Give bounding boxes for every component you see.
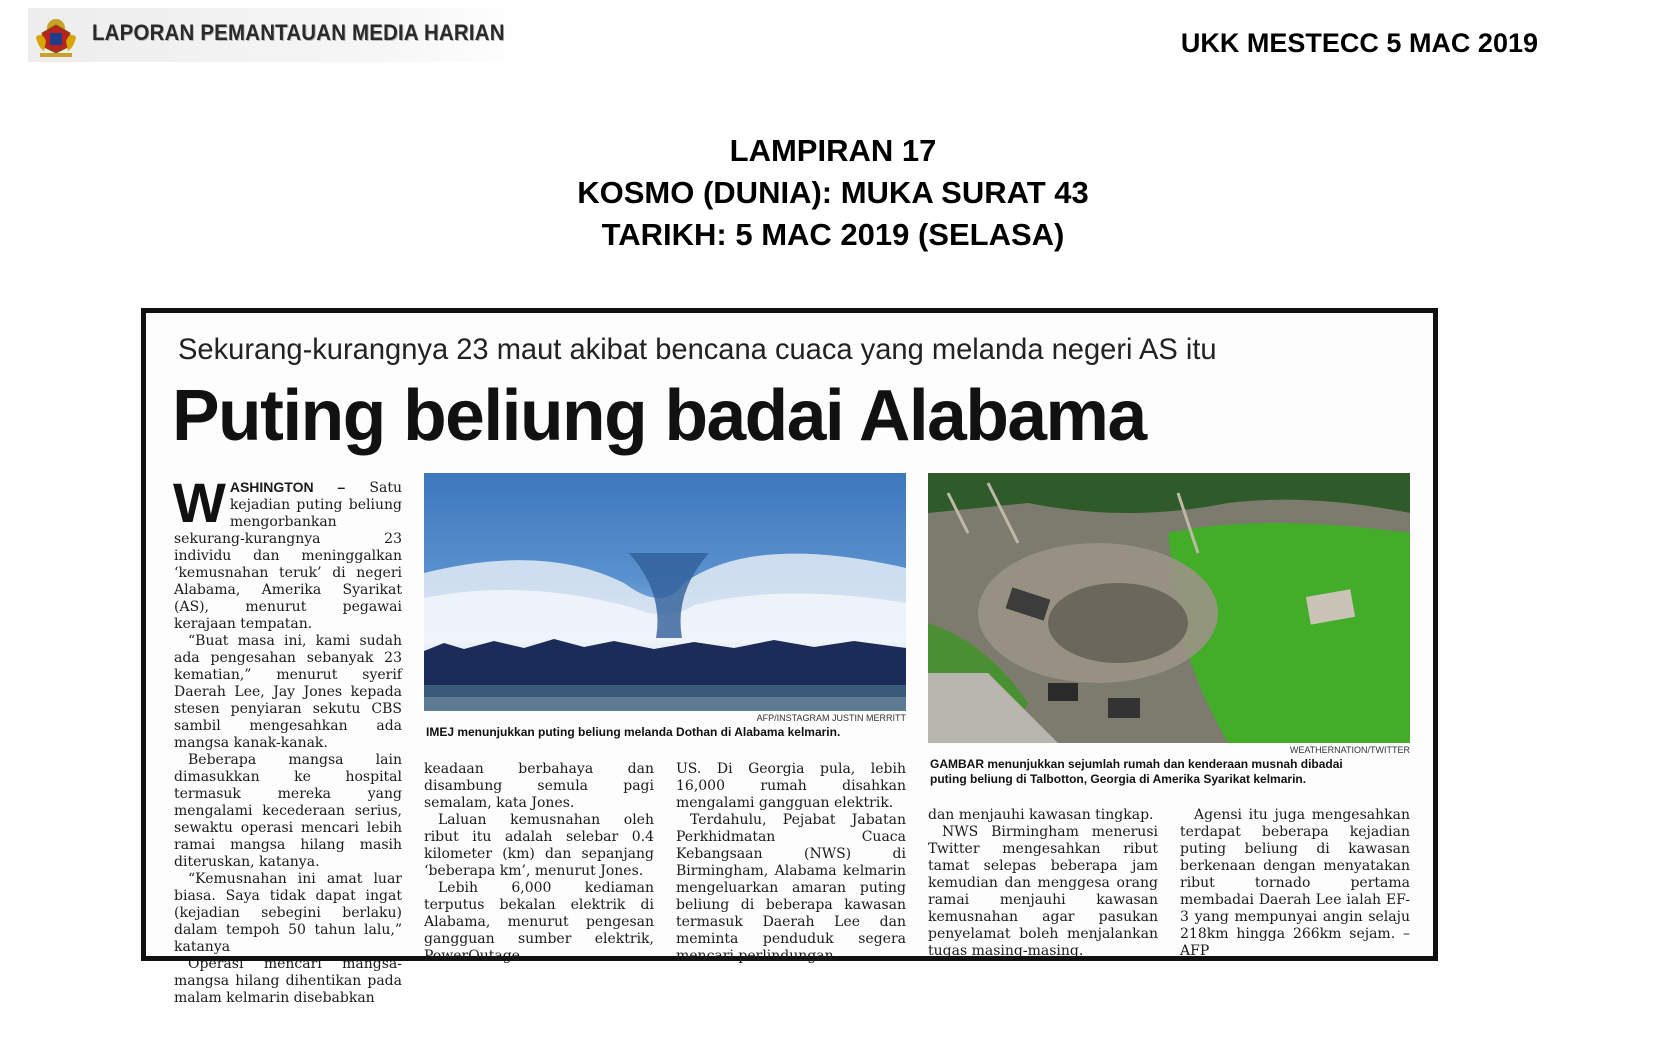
tornado-photo [424,473,906,711]
article-paragraph: Lebih 6,000 kediaman terputus bekalan elektrik di Alabama, menurut pengesan gangguan sumber elektrik, PowerOutage. [424,880,654,964]
article-column-4 [928,807,1158,959]
article-paragraph: Laluan kemusnahan oleh ribut itu adalah selebar 0.4 kilometer (km) dan sepanjang ‘beberapa km’, menurut Jones. [424,812,654,879]
photo-caption: GAMBAR menunjukkan sejumlah rumah dan kenderaan musnah dibadai puting beliung di Talbotton, Georgia di Amerika Syarikat kelmarin. [930,757,1343,786]
article-column-2 [424,761,654,964]
malaysia-crest-icon [32,11,80,59]
article-paragraph: Agensi itu juga mengesahkan terdapat beberapa kejadian puting beliung di kawasan berkenaan dengan menyatakan ribut tornado pertama membadai Daerah Lee ialah EF-3 yang mempunyai angin selaju 218km hingga 266km sejam. – AFP [1180,807,1410,959]
article-kicker: Sekurang-kurangnya 23 maut akibat bencana cuaca yang melanda negeri AS itu [178,333,1217,366]
article-column-5 [1180,807,1410,959]
article-headline: Puting beliung badai Alabama [172,376,1146,456]
appendix-source: KOSMO (DUNIA): MUKA SURAT 43 [577,175,1089,210]
article-paragraph: keadaan berbahaya dan disambung semula pagi semalam, kata Jones. [424,761,654,811]
article-column-1 [173,471,402,1006]
article-paragraph: US. Di Georgia pula, lebih 16,000 rumah disahkan mengalami gangguan elektrik. [676,761,906,811]
photo-credit: AFP/INSTAGRAM JUSTIN MERRITT [756,713,906,723]
article-column-3 [676,761,906,964]
report-header-bar [28,8,528,62]
newspaper-clipping [141,308,1438,1006]
report-title: LAPORAN PEMANTAUAN MEDIA HARIAN [92,20,505,45]
photo-credit: WEATHERNATION/TWITTER [1289,745,1410,755]
article-paragraph: NWS Birmingham menerusi Twitter mengesahkan ribut tamat selepas beberapa jam kemudian dan menggesa orang ramai menjauhi kawasan kemusnahan agar pasukan penyelamat boleh menjalankan tugas masing-masing. [928,824,1158,959]
article-paragraph: Satu kejadian puting beliung mengorbankan sekurang-kurangnya 23 individu dan meninggalkan ‘kemusnahan teruk’ di negeri Alabama, Amerika Syarikat (AS), menurut pegawai kerajaan tempatan. [174,480,402,632]
article-paragraph: “Kemusnahan ini amat luar biasa. Saya tidak dapat ingat (kejadian sebegini berlaku) dalam tempoh 50 tahun lalu,” katanya [174,871,402,955]
photo-caption: IMEJ menunjukkan puting beliung melanda Dothan di Alabama kelmarin. [426,725,841,739]
article-paragraph: Operasi mencari mangsa-mangsa hilang dihentikan pada malam kelmarin disebabkan [174,956,402,1006]
article-paragraph: dan menjauhi kawasan tingkap. [928,807,1154,823]
appendix-date: TARIKH: 5 MAC 2019 (SELASA) [601,217,1065,252]
appendix-title-block [0,130,1666,256]
article-paragraph: Terdahulu, Pejabat Jabatan Perkhidmatan Cuaca Kebangsaan (NWS) di Birmingham, Alabama kelmarin mengeluarkan amaran puting beliung di beberapa kawasan termasuk Daerah Lee dan meminta penduduk segera mencari perlindungan [676,812,906,964]
article-dateline: ASHINGTON – [229,479,346,495]
article-paragraph: “Buat masa ini, kami sudah ada pengesahan sebanyak 23 kematian,” menurut syerif Daerah Lee, Jay Jones kepada stesen penyiaran sekutu CBS sambil mengesahkan ada mangsa kanak-kanak. [174,633,402,751]
article-paragraph: Beberapa mangsa lain dimasukkan ke hospital termasuk mereka yang mengalami kecederaan serius, sewaktu operasi mencari lebih ramai mangsa hilang masih diteruskan, katanya. [174,752,402,870]
damage-aerial-photo [928,473,1410,743]
appendix-number: LAMPIRAN 17 [729,133,937,168]
article-dropcap: W [173,471,226,534]
report-date-label: UKK MESTECC 5 MAC 2019 [1180,28,1538,58]
